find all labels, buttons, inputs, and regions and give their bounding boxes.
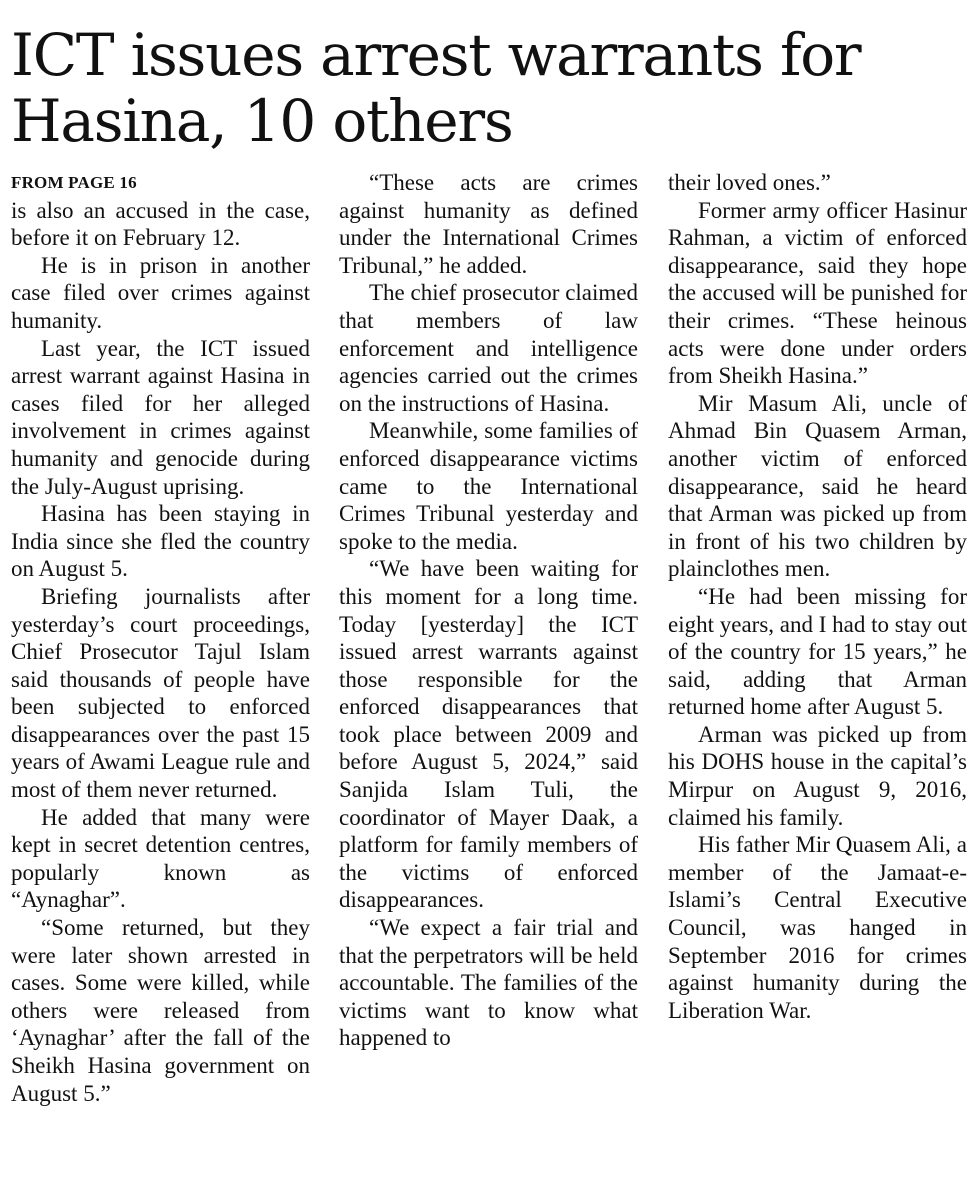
paragraph: His father Mir Quasem Ali, a member of the Jamaat-e-Islami’s Central Executive Council, was hanged in September 2016 for crimes against humanity during the Liberation War. [668, 832, 967, 1023]
column-2 [339, 169, 638, 1172]
column-1 [11, 169, 310, 1172]
paragraph: Briefing journalists after yesterday’s court proceedings, Chief Prosecutor Tajul Islam said thousands of people have been subjected to enforced disappearances over the past 15 years of Awami League rule and most of them never returned. [11, 583, 310, 803]
paragraph: “We have been waiting for this moment for a long time. Today [yesterday] the ICT issued arrest warrants against those responsible for the enforced disappearances that took place between 2009 and before August 5, 2024,” said Sanjida Islam Tuli, the coordinator of Mayer Daak, a platform for family members of the victims of enforced disappearances. [339, 556, 638, 913]
paragraph: “He had been missing for eight years, and I had to stay out of the country for 15 years,” he said, adding that Arman returned home after August 5. [668, 583, 967, 720]
jump-label: FROM PAGE 16 [11, 173, 137, 192]
paragraph: He added that many were kept in secret detention centres, popularly known as “Aynaghar”. [11, 804, 310, 913]
paragraph: Last year, the ICT issued arrest warrant against Hasina in cases filed for her alleged involvement in crimes against humanity and genocide during the July-August uprising. [11, 335, 310, 499]
headline: ICT issues arrest warrants for Hasina, 10 others [11, 21, 861, 155]
paragraph: “Some returned, but they were later shown arrested in cases. Some were killed, while others were released from ‘Aynaghar’ after the fall of the Sheikh Hasina government on August 5.” [11, 915, 310, 1106]
paragraph: He is in prison in another case filed over crimes against humanity. [11, 252, 310, 333]
paragraph: their loved ones.” [668, 170, 831, 195]
paragraph: is also an accused in the case, before it on February 12. [11, 197, 310, 251]
paragraph: Hasina has been staying in India since she fled the country on August 5. [11, 501, 310, 582]
paragraph: “We expect a fair trial and that the perpetrators will be held accountable. The families of the victims want to know what happened to [339, 915, 638, 1051]
paragraph: Former army officer Hasinur Rahman, a victim of enforced disappearance, said they hope the accused will be punished for their crimes. “These heinous acts were done under orders from Sheikh Hasina.” [668, 197, 967, 389]
paragraph: The chief prosecutor claimed that members of law enforcement and intelligence agencies carried out the crimes on the instructions of Hasina. [339, 280, 638, 416]
paragraph: Mir Masum Ali, uncle of Ahmad Bin Quasem Arman, another victim of enforced disappearance, said he heard that Arman was picked up from in front of his two children by plainclothes men. [668, 390, 967, 582]
column-3 [668, 169, 967, 1172]
paragraph: Meanwhile, some families of enforced disappearance victims came to the International Crimes Tribunal yesterday and spoke to the media. [339, 418, 638, 554]
paragraph: Arman was picked up from his DOHS house in the capital’s Mirpur on August 9, 2016, claimed his family. [668, 721, 967, 830]
paragraph: “These acts are crimes against humanity as defined under the International Crimes Tribunal,” he added. [339, 170, 638, 278]
